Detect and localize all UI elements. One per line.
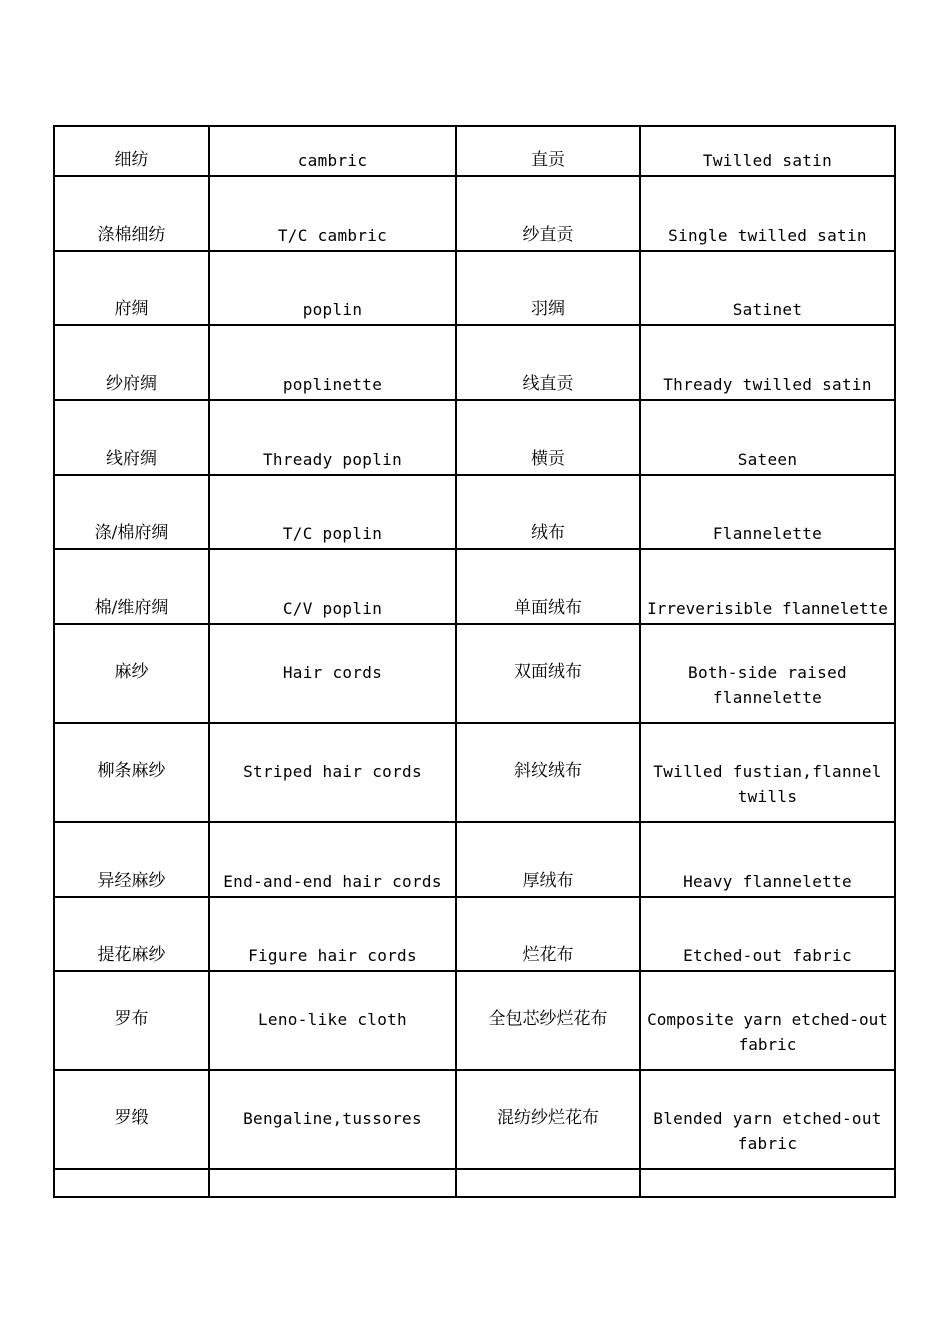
english-term: cambric xyxy=(210,127,457,177)
chinese-term: 麻纱 xyxy=(55,625,210,724)
empty-cell xyxy=(641,1170,894,1196)
english-term: Heavy flannelette xyxy=(641,823,894,898)
chinese-term: 涤棉细纺 xyxy=(55,177,210,252)
table-row xyxy=(55,823,894,898)
table-row xyxy=(55,127,894,177)
chinese-term: 线府绸 xyxy=(55,401,210,476)
empty-cell xyxy=(210,1170,457,1196)
table-row xyxy=(55,550,894,625)
english-term: Flannelette xyxy=(641,476,894,550)
chinese-term: 斜纹绒布 xyxy=(457,724,641,823)
table-row-empty xyxy=(55,1170,894,1196)
english-term: Composite yarn etched-out fabric xyxy=(641,972,894,1071)
english-term: poplinette xyxy=(210,326,457,401)
english-term: Twilled fustian,flannel twills xyxy=(641,724,894,823)
table-row xyxy=(55,724,894,823)
english-term: Thready poplin xyxy=(210,401,457,476)
english-term: Leno-like cloth xyxy=(210,972,457,1071)
chinese-term: 绒布 xyxy=(457,476,641,550)
english-term: Etched-out fabric xyxy=(641,898,894,972)
english-term: Sateen xyxy=(641,401,894,476)
chinese-term: 罗缎 xyxy=(55,1071,210,1170)
table-row xyxy=(55,326,894,401)
chinese-term: 纱直贡 xyxy=(457,177,641,252)
chinese-term: 线直贡 xyxy=(457,326,641,401)
chinese-term: 异经麻纱 xyxy=(55,823,210,898)
chinese-term: 羽绸 xyxy=(457,252,641,326)
table-row xyxy=(55,177,894,252)
chinese-term: 单面绒布 xyxy=(457,550,641,625)
table-row xyxy=(55,898,894,972)
glossary-table xyxy=(53,125,896,1198)
chinese-term: 柳条麻纱 xyxy=(55,724,210,823)
english-term: Hair cords xyxy=(210,625,457,724)
english-term: Thready twilled satin xyxy=(641,326,894,401)
chinese-term: 提花麻纱 xyxy=(55,898,210,972)
table-row xyxy=(55,476,894,550)
chinese-term: 双面绒布 xyxy=(457,625,641,724)
english-term: T/C cambric xyxy=(210,177,457,252)
chinese-term: 细纺 xyxy=(55,127,210,177)
english-term: Figure hair cords xyxy=(210,898,457,972)
table-row xyxy=(55,972,894,1071)
chinese-term: 涤/棉府绸 xyxy=(55,476,210,550)
table-row xyxy=(55,1071,894,1170)
english-term: Bengaline,tussores xyxy=(210,1071,457,1170)
chinese-term: 横贡 xyxy=(457,401,641,476)
chinese-term: 直贡 xyxy=(457,127,641,177)
english-term: T/C poplin xyxy=(210,476,457,550)
chinese-term: 混纺纱烂花布 xyxy=(457,1071,641,1170)
empty-cell xyxy=(55,1170,210,1196)
english-term: Both-side raised flannelette xyxy=(641,625,894,724)
chinese-term: 全包芯纱烂花布 xyxy=(457,972,641,1071)
english-term: Satinet xyxy=(641,252,894,326)
english-term: Single twilled satin xyxy=(641,177,894,252)
english-term: C/V poplin xyxy=(210,550,457,625)
english-term: Blended yarn etched-out fabric xyxy=(641,1071,894,1170)
table-row xyxy=(55,625,894,724)
empty-cell xyxy=(457,1170,641,1196)
chinese-term: 棉/维府绸 xyxy=(55,550,210,625)
english-term: poplin xyxy=(210,252,457,326)
chinese-term: 罗布 xyxy=(55,972,210,1071)
english-term: End-and-end hair cords xyxy=(210,823,457,898)
chinese-term: 厚绒布 xyxy=(457,823,641,898)
table-row xyxy=(55,401,894,476)
chinese-term: 纱府绸 xyxy=(55,326,210,401)
chinese-term: 烂花布 xyxy=(457,898,641,972)
english-term: Twilled satin xyxy=(641,127,894,177)
table-row xyxy=(55,252,894,326)
english-term: Striped hair cords xyxy=(210,724,457,823)
chinese-term: 府绸 xyxy=(55,252,210,326)
english-term: Irreverisible flannelette xyxy=(641,550,894,625)
